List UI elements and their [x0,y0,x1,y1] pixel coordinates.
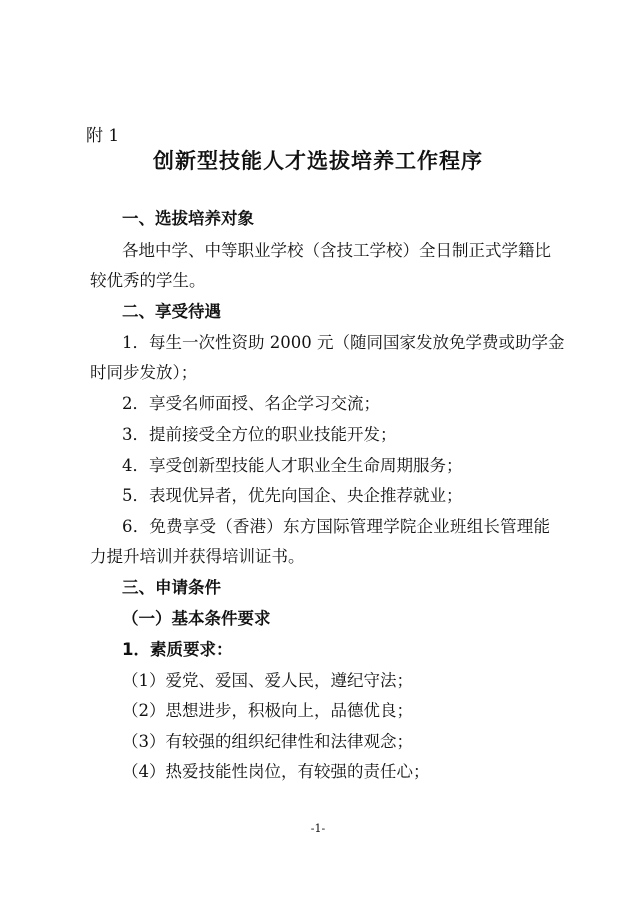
section-1-paragraph-line-2: 较优秀的学生。 [90,271,206,290]
section-3-heading: 三、申请条件 [122,578,221,597]
quality-item-2: （2）思想进步，积极向上，品德优良； [122,701,413,720]
benefit-item-1-line-2: 时同步发放）； [90,363,198,382]
section-2-heading: 二、享受待遇 [122,302,221,321]
benefit-item-5: 5．表现优异者，优先向国企、央企推荐就业； [122,486,463,505]
section-1-heading: 一、选拔培养对象 [122,209,254,228]
quality-item-3: （3）有较强的组织纪律性和法律观念； [122,732,413,751]
quality-item-1: （1）爱党、爱国、爱人民，遵纪守法； [122,671,413,690]
subsection-basic-requirements: （一）基本条件要求 [122,609,271,628]
benefit-item-6-line-2: 力提升培训并获得培训证书。 [90,547,305,566]
quality-item-4: （4）热爱技能性岗位，有较强的责任心； [122,762,430,781]
benefit-item-4: 4．享受创新型技能人才职业全生命周期服务； [122,456,463,475]
benefit-item-3: 3．提前接受全方位的职业技能开发； [122,425,397,444]
benefit-item-6-line-1: 6．免费享受（香港）东方国际管理学院企业班组长管理能 [122,517,550,536]
document-title: 创新型技能人才选拔培养工作程序 [153,149,483,173]
benefit-item-2: 2．享受名师面授、名企学习交流； [122,394,380,413]
attachment-label: 附 1 [86,126,120,146]
quality-requirements-heading: 1．素质要求： [122,640,233,659]
benefit-item-1-line-1: 1．每生一次性资助 2000 元（随同国家发放免学费或助学金 [122,333,565,352]
page-number: -1- [310,822,326,835]
section-1-paragraph-line-1: 各地中学、中等职业学校（含技工学校）全日制正式学籍比 [122,241,551,260]
